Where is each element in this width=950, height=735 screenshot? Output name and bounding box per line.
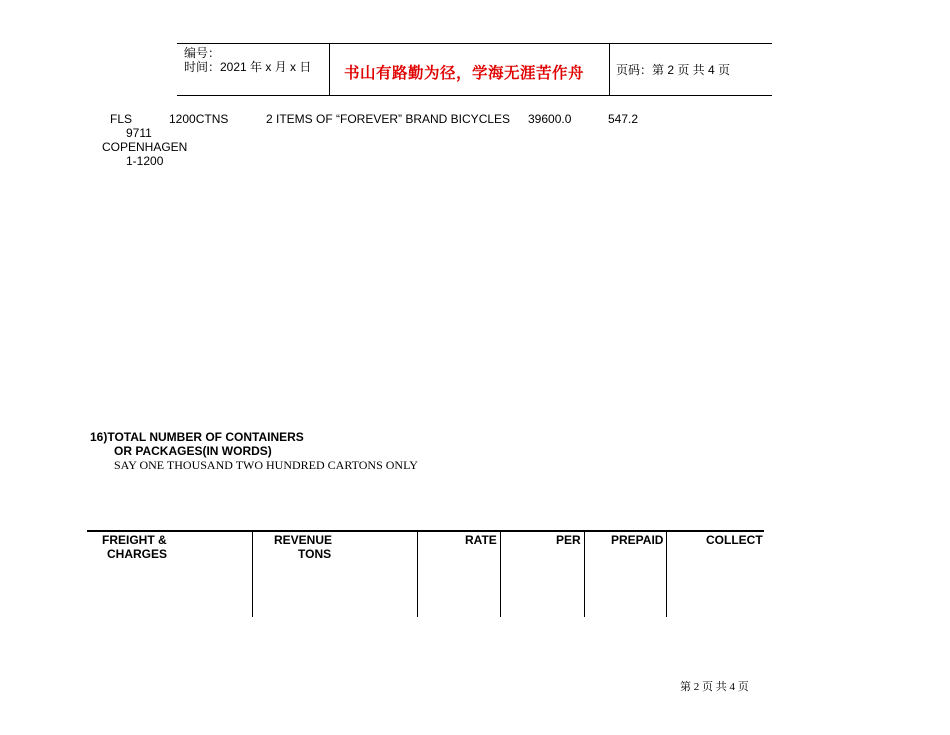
gross-weight-value: 39600.0 — [528, 112, 572, 126]
goods-description: 2 ITEMS OF “FOREVER” BRAND BICYCLES — [266, 112, 511, 126]
freight-charges-header-1: FREIGHT & — [102, 533, 167, 547]
mark-line-1: FLS — [110, 112, 133, 126]
total-heading-line-1: 16)TOTAL NUMBER OF CONTAINERS — [90, 430, 304, 444]
header-motto-cell — [330, 44, 610, 95]
revenue-tons-header-1: REVENUE — [274, 533, 333, 547]
total-in-words: SAY ONE THOUSAND TWO HUNDRED CARTONS ONLY — [114, 458, 418, 472]
per-header: PER — [556, 533, 581, 547]
revenue-tons-header-2: TONS — [298, 547, 332, 561]
freight-table-divider — [666, 531, 667, 617]
measurement-value: 547.2 — [608, 112, 639, 126]
motto-text: 书山有路勤为径，学海无涯苦作舟 — [344, 65, 585, 82]
freight-table-divider — [500, 531, 501, 617]
freight-table-divider — [252, 531, 253, 617]
packages-value: 1200CTNS — [169, 112, 229, 126]
footer-page-info: 第 2 页 共 4 页 — [680, 681, 749, 693]
prepaid-header: PREPAID — [611, 533, 664, 547]
freight-table-divider — [417, 531, 418, 617]
header-page-cell — [610, 44, 772, 95]
mark-line-4: 1-1200 — [126, 154, 164, 168]
total-heading-line-2: OR PACKAGES(IN WORDS) — [114, 444, 272, 458]
rate-header: RATE — [465, 533, 497, 547]
document-header — [177, 43, 772, 96]
mark-line-3: COPENHAGEN — [102, 140, 188, 154]
mark-line-2: 9711 — [126, 126, 152, 140]
collect-header: COLLECT — [706, 533, 763, 547]
freight-charges-header-2: CHARGES — [107, 547, 168, 561]
freight-table-top-rule — [87, 530, 764, 532]
freight-table-divider — [584, 531, 585, 617]
header-info-cell — [177, 44, 330, 95]
number-label: 编号： — [184, 46, 221, 60]
time-label: 时间：2021 年 x 月 x 日 — [184, 60, 312, 74]
page-label: 页码：第 2 页 共 4 页 — [616, 63, 731, 77]
